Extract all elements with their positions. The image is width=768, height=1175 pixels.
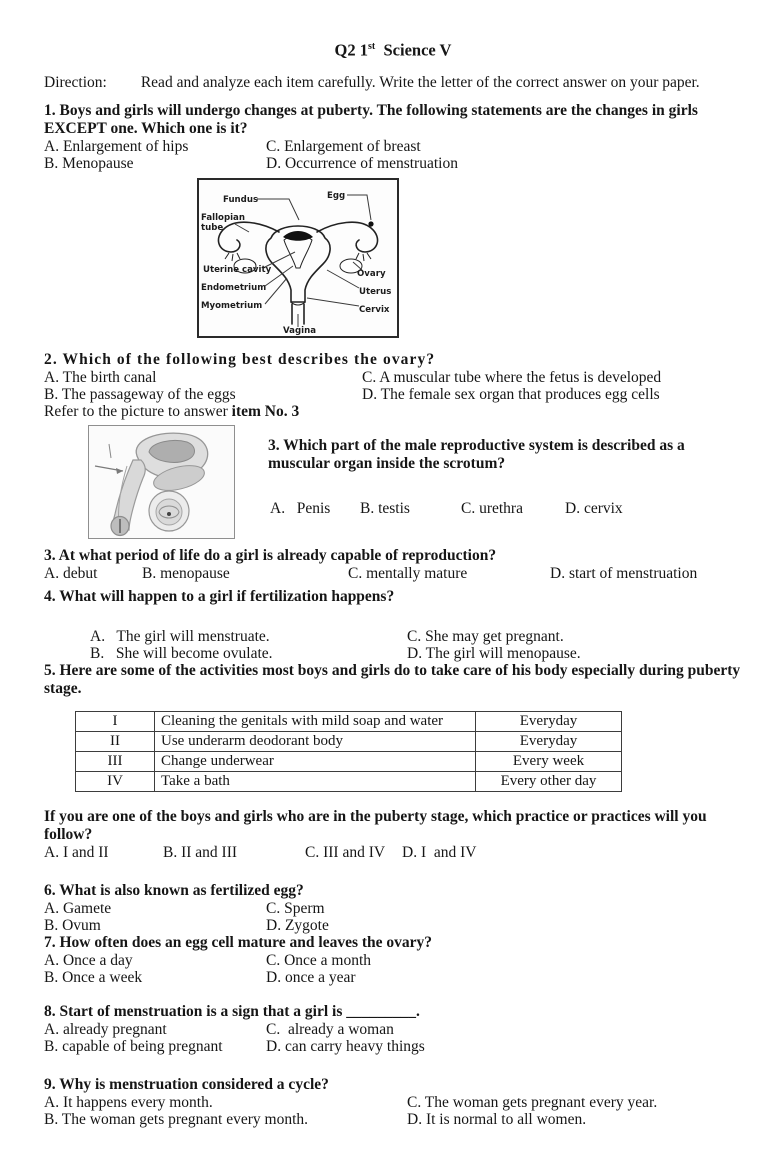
option-3g-d: D. start of menstruation <box>550 564 698 582</box>
direction-text: Read and analyze each item carefully. Write the letter of the correct answer on your paper. <box>140 73 700 91</box>
table-row <box>76 771 622 791</box>
cervix-leader <box>307 298 359 306</box>
option-4d: D. The girl will menopause. <box>407 644 581 662</box>
female-reproductive-system-diagram <box>197 178 399 338</box>
row-numeral: IV <box>76 771 155 791</box>
myometrium-leader <box>265 278 287 304</box>
small-arrow <box>109 444 111 458</box>
option-5c: C. III and IV <box>305 843 386 861</box>
row-frequency: Every other day <box>476 771 622 791</box>
option-3m-d: D. cervix <box>565 499 623 517</box>
question-9: 9. Why is menstruation considered a cycle? <box>44 1075 329 1093</box>
label-vagina: Vagina <box>283 325 316 336</box>
option-3g-a: A. debut <box>44 564 98 582</box>
option-7a: A. Once a day <box>44 951 133 969</box>
label-ovary: Ovary <box>357 268 386 279</box>
option-1d: D. Occurrence of menstruation <box>266 154 458 172</box>
label-uterine-cavity: Uterine cavity <box>203 264 272 275</box>
testis-dot <box>167 512 171 516</box>
question-7-options-row-1 <box>44 952 742 969</box>
question-4-options-row-2 <box>90 645 742 662</box>
question-3-male-right-column <box>268 425 714 539</box>
option-3g-c: C. mentally mature <box>348 564 468 582</box>
option-3m-a: A. Penis <box>270 499 331 517</box>
option-1a: A. Enlargement of hips <box>44 137 189 155</box>
question-7-options-row-2 <box>44 969 742 986</box>
label-fallopian: Fallopian <box>201 212 245 223</box>
egg-leader <box>347 195 371 220</box>
question-6-options-row-2 <box>44 917 742 934</box>
question-3-male-options <box>270 500 714 517</box>
question-2: 2. Which of the following best describes the ovary? <box>44 350 436 368</box>
title-part: Science V <box>375 40 452 60</box>
left-fallopian-tube <box>218 222 279 252</box>
egg-dot <box>368 221 373 226</box>
question-3-girl: 3. At what period of life do a girl is already capable of reproduction? <box>44 546 497 564</box>
option-7c: C. Once a month <box>266 951 372 969</box>
label-fallopian-tube: tube <box>201 222 224 233</box>
option-2c: C. A muscular tube where the fetus is developed <box>362 368 662 386</box>
left-fimbriae <box>225 253 240 261</box>
label-myometrium: Myometrium <box>201 300 263 311</box>
option-6a: A. Gamete <box>44 899 112 917</box>
hygiene-practices-table <box>75 711 622 792</box>
table-row <box>76 731 622 751</box>
question-4-options-row-1 <box>90 628 742 645</box>
row-activity: Take a bath <box>155 771 476 791</box>
question-1-options-row-2 <box>44 155 742 172</box>
cavity-shading <box>283 231 313 241</box>
option-2a: A. The birth canal <box>44 368 157 386</box>
question-2-options-row-1 <box>44 369 742 386</box>
fallopian-leader <box>235 224 249 232</box>
option-7d: D. once a year <box>266 968 356 986</box>
option-3m-c: C. urethra <box>461 499 523 517</box>
row-activity: Cleaning the genitals with mild soap and water <box>155 711 476 731</box>
option-6d: D. Zygote <box>266 916 329 934</box>
question-4: 4. What will happen to a girl if fertilization happens? <box>44 587 395 605</box>
option-8a: A. already pregnant <box>44 1020 167 1038</box>
question-8-options-row-1 <box>44 1021 742 1038</box>
label-cervix: Cervix <box>359 304 390 315</box>
title-part: Q2 1 <box>334 40 368 60</box>
option-6c: C. Sperm <box>266 899 325 917</box>
right-fimbriae <box>356 253 371 261</box>
row-frequency: Every week <box>476 751 622 771</box>
question-8-options-row-2 <box>44 1038 742 1055</box>
refer-text: Refer to the picture to answer <box>44 402 232 420</box>
question-5-followup: If you are one of the boys and girls who are in the puberty stage, which practice or practices will you follow? <box>44 807 707 843</box>
option-3g-b: B. menopause <box>142 564 230 582</box>
question-3-girl-options <box>44 565 742 582</box>
row-frequency: Everyday <box>476 711 622 731</box>
male-diagram-svg <box>89 426 234 538</box>
row-numeral: I <box>76 711 155 731</box>
question-9-options-row-1 <box>44 1094 742 1111</box>
question-3-male-block <box>44 425 742 539</box>
row-numeral: III <box>76 751 155 771</box>
option-2b: B. The passageway of the eggs <box>44 385 236 403</box>
option-4a: A. The girl will menstruate. <box>90 627 270 645</box>
male-reproductive-system-image <box>88 425 235 539</box>
direction-label: Direction: <box>44 73 107 91</box>
option-5d: D. I and IV <box>402 843 477 861</box>
female-diagram-svg <box>199 180 397 336</box>
question-6: 6. What is also known as fertilized egg? <box>44 881 304 899</box>
refer-item: item No. 3 <box>231 402 300 420</box>
question-6-options-row-1 <box>44 900 742 917</box>
row-activity: Use underarm deodorant body <box>155 731 476 751</box>
question-8: 8. Start of menstruation is a sign that a girl is _________. <box>44 1002 420 1020</box>
option-5a: A. I and II <box>44 843 109 861</box>
fundus-leader <box>257 199 299 220</box>
pointer-arrowhead <box>116 468 123 474</box>
option-1b: B. Menopause <box>44 154 134 172</box>
question-1: 1. Boys and girls will undergo changes at puberty. The following statements are the changes in girls EXCEPT one. Which one is it? <box>44 101 698 137</box>
option-8d: D. can carry heavy things <box>266 1037 425 1055</box>
right-fallopian-tube <box>317 222 378 252</box>
option-9b: B. The woman gets pregnant every month. <box>44 1110 309 1128</box>
question-9-options-row-2 <box>44 1111 742 1128</box>
page-title <box>44 38 742 60</box>
label-egg: Egg <box>327 190 346 201</box>
question-2-options-row-2 <box>44 386 742 403</box>
question-1-options-row-1 <box>44 138 742 155</box>
option-9c: C. The woman gets pregnant every year. <box>407 1093 658 1111</box>
option-4c: C. She may get pregnant. <box>407 627 564 645</box>
option-7b: B. Once a week <box>44 968 143 986</box>
option-2d: D. The female sex organ that produces egg cells <box>362 385 660 403</box>
option-9d: D. It is normal to all women. <box>407 1110 587 1128</box>
question-3-male: 3. Which part of the male reproductive system is described as a muscular organ inside the scrotum? <box>268 436 685 472</box>
title-superscript: st <box>368 41 376 52</box>
option-9a: A. It happens every month. <box>44 1093 213 1111</box>
option-8c: C. already a woman <box>266 1020 394 1038</box>
option-3m-b: B. testis <box>360 499 410 517</box>
refer-line <box>44 403 742 421</box>
option-4b: B. She will become ovulate. <box>90 644 273 662</box>
question-5: 5. Here are some of the activities most boys and girls do to take care of his body especially during puberty stage. <box>44 661 741 697</box>
label-uterus: Uterus <box>359 286 392 297</box>
row-frequency: Everyday <box>476 731 622 751</box>
direction-line <box>44 74 742 92</box>
table-row <box>76 751 622 771</box>
label-fundus: Fundus <box>223 194 259 205</box>
option-5b: B. II and III <box>163 843 238 861</box>
option-8b: B. capable of being pregnant <box>44 1037 223 1055</box>
question-7: 7. How often does an egg cell mature and leaves the ovary? <box>44 933 433 951</box>
row-numeral: II <box>76 731 155 751</box>
option-1c: C. Enlargement of breast <box>266 137 421 155</box>
question-5-options <box>44 844 742 861</box>
label-endometrium: Endometrium <box>201 282 267 293</box>
row-activity: Change underwear <box>155 751 476 771</box>
table-row <box>76 711 622 731</box>
option-6b: B. Ovum <box>44 916 101 934</box>
